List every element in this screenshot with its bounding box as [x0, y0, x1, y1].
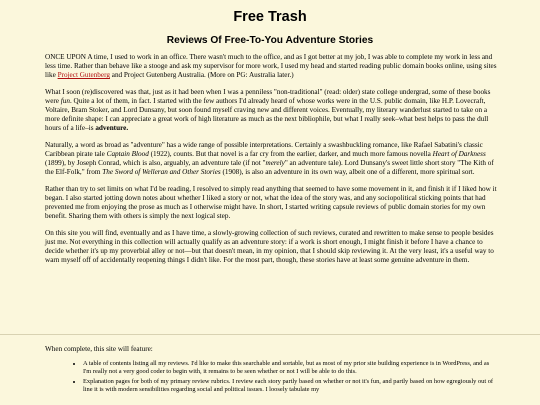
emphasis-adventure: adventure. — [95, 124, 129, 133]
page-subtitle: Reviews Of Free-To-You Adventure Stories — [166, 35, 374, 46]
title-heart-of-darkness: Heart of Darkness — [432, 149, 486, 158]
text: (1908), is also an adventure in its own way, albeit one of a different, more spiritual sort. — [220, 168, 475, 177]
list-item: • A table of contents listing all my reviews. I'd like to make this searchable and sortable, but as most of my prior site building experience is in WordPress, and as I'm really not a very good coder to begin with, it remains to be seen whether or not I will be able to do this. — [83, 360, 497, 376]
section-divider — [0, 334, 540, 335]
text: . Quite a lot of them, in fact. I started with the few authors I'd already heard of whose works were in the U.S. public domain, like H.P. Lovecraft, Voltaire, Bram Stoker, and Lord Dunsany, but soon found myself craving new and different voices. Eventually, my literary wanderlust started to take on a more definite shape: I can appreciate a great work of high literature as much as the next bibliophile, but what I really seek–what best helps to pass the dull hours of a life–is — [45, 96, 489, 133]
intro-paragraph-3 — [45, 141, 497, 177]
text: (1899), by Joseph Conrad, which is also, arguably, an adventure tale (if not " — [45, 158, 266, 167]
intro-paragraph-5: On this site you will find, eventually and as I have time, a slowly-growing collection of such reviews, curated and rewritten to make sense to people besides just me. Not everything in this collection will actually qualify as an adventure story: if a work is short enough, I might finish it before I have a chance to decide whether it's up my proverbial alley or not—but that doesn't mean, in my opinion, that I should skip reviewing it. At the very least, it's a useful way to warn myself off of accidentally reopening things I didn't like. For the most part, though, these stories have at least some genuine adventure in them. — [45, 228, 494, 264]
emphasis-fun: fun — [60, 96, 70, 105]
text: " an adventure tale). Lord Dunsany's sweet little short story "The Kith of the Elf-Folk," from — [45, 158, 494, 177]
text: and Project Gutenberg Australia. (More on PG: Australia later.) — [109, 71, 294, 80]
text: What I soon (re)discovered was that, just as it had been when I was a penniless "non-traditional" (read: older) state college undergrad, some of these books were — [45, 87, 491, 105]
intro-paragraph-4: Rather than try to set limits on what I'd be reading, I resolved to simply read anything that seemed to have some movement in it, and finish it if I liked how it began. I also started jotting down notes about whether I liked a story or not, what the idea of the story was, and any sociopolitical sticking points that had prevented me from enjoying the prose as much as I otherwise might have. In short, I started writing capsule reviews of public domain stories for my own benefit. Sharing them with others is simply the next logical step. — [45, 184, 497, 220]
intro-content — [45, 53, 497, 272]
list-item: • Explanation pages for both of my primary review rubrics. I review each story partly based on whether or not it's fun, and partly based on how egregiously out of line it is with modern sensibilities regarding social and political issues. I loosely tabulate my — [83, 378, 497, 394]
text: Naturally, a word as broad as "adventure" has a wide range of possible interpretations. Certainly a swashbuckling romance, like Rafael Sabatini's classic Caribbean pirate tale — [45, 140, 483, 158]
title-captain-blood: Captain Blood — [106, 149, 149, 158]
title-sword-of-welleran: The Sword of Welleran and Other Stories — [102, 168, 221, 177]
text: ONCE UPON A time, I used to work in an office. There wasn't much to the office, and as I got better at my job, I was able to complete my work in less and less time. Rather than behave like a stooge and ask my supervisor for more work, I used my head and started reading public domain books online, using sites like — [45, 53, 497, 80]
project-gutenberg-link[interactable]: Project Gutenberg — [57, 71, 110, 80]
emphasis-merely: merely — [265, 158, 285, 167]
intro-paragraph-2 — [45, 88, 497, 133]
features-list — [45, 360, 497, 394]
features-heading: When complete, this site will feature: — [45, 345, 153, 353]
intro-paragraph-1 — [45, 53, 497, 80]
text: (1922), counts. But that novel is a far cry from the earlier, darker, and much more famous novella — [148, 149, 433, 158]
site-title: Free Trash — [233, 9, 307, 25]
features-section — [45, 345, 497, 396]
